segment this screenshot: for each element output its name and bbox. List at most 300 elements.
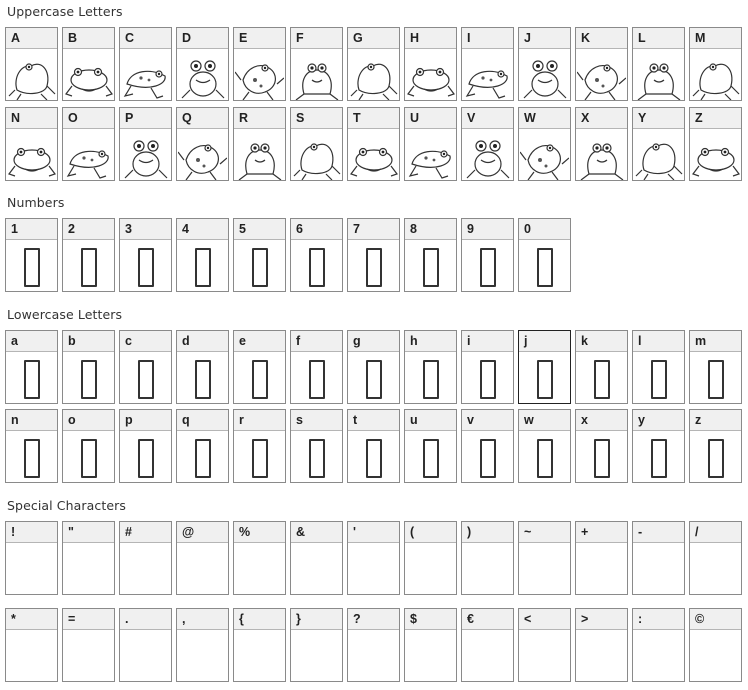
glyph-cell[interactable] (119, 409, 172, 483)
glyph-preview (291, 431, 342, 482)
glyph-preview (633, 129, 684, 180)
glyph-preview (405, 240, 456, 291)
frog-icon (178, 130, 227, 180)
glyph-cell-label: 5 (234, 219, 285, 240)
glyph-preview (405, 543, 456, 594)
glyph-cell[interactable] (5, 409, 58, 483)
glyph-cell[interactable] (461, 409, 514, 483)
glyph-preview (291, 543, 342, 594)
glyph-preview (462, 352, 513, 403)
glyph-preview (690, 543, 741, 594)
glyph-cell[interactable] (176, 521, 229, 595)
glyph-cell-label: R (234, 108, 285, 129)
glyph-preview (519, 630, 570, 681)
missing-glyph-icon (594, 439, 610, 478)
missing-glyph-icon (594, 360, 610, 399)
section-title-lower: Lowercase Letters (7, 307, 123, 322)
glyph-cell[interactable] (461, 107, 514, 181)
glyph-cell-label: = (63, 609, 114, 630)
glyph-cell[interactable] (233, 107, 286, 181)
glyph-preview (405, 352, 456, 403)
glyph-cell-label: ' (348, 522, 399, 543)
glyph-cell-label: P (120, 108, 171, 129)
glyph-preview (405, 431, 456, 482)
glyph-cell-label: c (120, 331, 171, 352)
missing-glyph-icon (24, 439, 40, 478)
glyph-preview (120, 543, 171, 594)
glyph-cell-label: v (462, 410, 513, 431)
glyph-preview (690, 49, 741, 100)
glyph-cell-label: N (6, 108, 57, 129)
glyph-cell-label: " (63, 522, 114, 543)
glyph-cell[interactable] (176, 330, 229, 404)
frog-icon (121, 50, 170, 100)
frog-icon (634, 50, 683, 100)
glyph-cell[interactable] (518, 608, 571, 682)
frog-icon (121, 130, 170, 180)
glyph-cell[interactable] (62, 27, 115, 101)
glyph-preview (63, 431, 114, 482)
glyph-preview (6, 630, 57, 681)
missing-glyph-icon (480, 439, 496, 478)
glyph-preview (291, 630, 342, 681)
glyph-cell[interactable] (5, 107, 58, 181)
missing-glyph-icon (81, 439, 97, 478)
glyph-cell[interactable] (575, 107, 628, 181)
glyph-cell-label: e (234, 331, 285, 352)
glyph-cell-label: X (576, 108, 627, 129)
glyph-cell[interactable] (404, 218, 457, 292)
frog-icon (463, 50, 512, 100)
glyph-preview (690, 630, 741, 681)
glyph-cell-label: 6 (291, 219, 342, 240)
glyph-preview (633, 49, 684, 100)
glyph-cell-label: G (348, 28, 399, 49)
glyph-preview (234, 49, 285, 100)
missing-glyph-icon (81, 360, 97, 399)
glyph-cell[interactable] (233, 409, 286, 483)
glyph-cell-label: Z (690, 108, 741, 129)
section-title-numbers: Numbers (7, 195, 65, 210)
glyph-cell[interactable] (575, 608, 628, 682)
glyph-preview (177, 431, 228, 482)
missing-glyph-icon (423, 439, 439, 478)
glyph-cell-label: C (120, 28, 171, 49)
glyph-cell-label: m (690, 331, 741, 352)
glyph-cell-label: n (6, 410, 57, 431)
glyph-cell-label: 7 (348, 219, 399, 240)
glyph-cell[interactable] (5, 218, 58, 292)
frog-icon (691, 130, 740, 180)
glyph-preview (234, 543, 285, 594)
glyph-cell[interactable] (119, 521, 172, 595)
glyph-cell-label: < (519, 609, 570, 630)
glyph-preview (519, 352, 570, 403)
glyph-cell[interactable] (62, 330, 115, 404)
glyph-cell[interactable] (632, 107, 685, 181)
glyph-cell[interactable] (461, 218, 514, 292)
glyph-cell-label: J (519, 28, 570, 49)
glyph-preview (690, 352, 741, 403)
glyph-cell-label: / (690, 522, 741, 543)
glyph-cell[interactable] (233, 330, 286, 404)
glyph-cell-label: Y (633, 108, 684, 129)
glyph-cell[interactable] (347, 27, 400, 101)
glyph-cell[interactable] (347, 521, 400, 595)
frog-icon (235, 50, 284, 100)
missing-glyph-icon (366, 360, 382, 399)
glyph-preview (519, 543, 570, 594)
glyph-cell-label: r (234, 410, 285, 431)
glyph-cell[interactable] (62, 521, 115, 595)
glyph-cell-label: } (291, 609, 342, 630)
glyph-cell-label: ) (462, 522, 513, 543)
frog-icon (691, 50, 740, 100)
glyph-preview (348, 240, 399, 291)
glyph-cell[interactable] (575, 409, 628, 483)
glyph-preview (120, 630, 171, 681)
missing-glyph-icon (480, 248, 496, 287)
glyph-cell-label: 4 (177, 219, 228, 240)
frog-icon (577, 130, 626, 180)
glyph-cell-label: ! (6, 522, 57, 543)
frog-icon (235, 130, 284, 180)
glyph-cell[interactable] (689, 107, 742, 181)
glyph-cell-label: i (462, 331, 513, 352)
glyph-cell[interactable] (518, 409, 571, 483)
glyph-cell[interactable] (347, 330, 400, 404)
glyph-cell[interactable] (347, 107, 400, 181)
glyph-cell-label: s (291, 410, 342, 431)
missing-glyph-icon (309, 360, 325, 399)
glyph-preview (576, 352, 627, 403)
glyph-cell[interactable] (119, 608, 172, 682)
glyph-preview (63, 240, 114, 291)
glyph-preview (348, 49, 399, 100)
missing-glyph-icon (366, 248, 382, 287)
glyph-cell-label: 2 (63, 219, 114, 240)
glyph-cell[interactable] (176, 27, 229, 101)
missing-glyph-icon (537, 360, 553, 399)
glyph-cell[interactable] (5, 608, 58, 682)
section-title-upper: Uppercase Letters (7, 4, 123, 19)
missing-glyph-icon (651, 439, 667, 478)
frog-icon (406, 50, 455, 100)
frog-icon (349, 130, 398, 180)
glyph-cell[interactable] (347, 608, 400, 682)
glyph-cell[interactable] (290, 218, 343, 292)
glyph-preview (462, 240, 513, 291)
frog-icon (577, 50, 626, 100)
glyph-cell-label: ( (405, 522, 456, 543)
glyph-cell[interactable] (461, 521, 514, 595)
glyph-cell[interactable] (575, 521, 628, 595)
glyph-preview (519, 431, 570, 482)
missing-glyph-icon (81, 248, 97, 287)
glyph-cell[interactable] (689, 330, 742, 404)
glyph-cell[interactable] (176, 218, 229, 292)
glyph-cell-label: z (690, 410, 741, 431)
glyph-cell-label: l (633, 331, 684, 352)
glyph-cell-label: 8 (405, 219, 456, 240)
missing-glyph-icon (480, 360, 496, 399)
glyph-cell[interactable] (62, 608, 115, 682)
missing-glyph-icon (708, 439, 724, 478)
glyph-preview (6, 240, 57, 291)
frog-icon (520, 130, 569, 180)
glyph-cell[interactable] (518, 107, 571, 181)
glyph-cell[interactable] (119, 27, 172, 101)
frog-icon (64, 50, 113, 100)
glyph-cell-label: K (576, 28, 627, 49)
glyph-cell[interactable] (518, 27, 571, 101)
glyph-preview (576, 543, 627, 594)
glyph-preview (348, 129, 399, 180)
glyph-cell[interactable] (290, 608, 343, 682)
missing-glyph-icon (195, 248, 211, 287)
glyph-preview (291, 352, 342, 403)
glyph-cell[interactable] (5, 521, 58, 595)
glyph-preview (519, 240, 570, 291)
glyph-cell[interactable] (689, 27, 742, 101)
glyph-cell-label: 1 (6, 219, 57, 240)
glyph-cell-label: L (633, 28, 684, 49)
glyph-cell[interactable] (176, 107, 229, 181)
glyph-preview (120, 431, 171, 482)
glyph-preview (690, 431, 741, 482)
glyph-preview (405, 49, 456, 100)
glyph-preview (462, 630, 513, 681)
glyph-cell[interactable] (518, 218, 571, 292)
glyph-cell-label: p (120, 410, 171, 431)
missing-glyph-icon (366, 439, 382, 478)
frog-icon (292, 130, 341, 180)
missing-glyph-icon (195, 360, 211, 399)
missing-glyph-icon (423, 360, 439, 399)
glyph-preview (234, 431, 285, 482)
frog-icon (178, 50, 227, 100)
glyph-cell-label: y (633, 410, 684, 431)
glyph-cell-label: x (576, 410, 627, 431)
glyph-preview (633, 630, 684, 681)
glyph-preview (462, 543, 513, 594)
missing-glyph-icon (252, 248, 268, 287)
glyph-cell-label: d (177, 331, 228, 352)
frog-icon (64, 130, 113, 180)
glyph-cell[interactable] (5, 330, 58, 404)
glyph-cell-label: © (690, 609, 741, 630)
glyph-cell[interactable] (404, 608, 457, 682)
glyph-cell[interactable] (518, 330, 571, 404)
glyph-cell-label: B (63, 28, 114, 49)
glyph-preview (462, 49, 513, 100)
glyph-preview (234, 630, 285, 681)
missing-glyph-icon (252, 439, 268, 478)
glyph-cell-label: { (234, 609, 285, 630)
glyph-cell[interactable] (290, 27, 343, 101)
glyph-preview (291, 240, 342, 291)
missing-glyph-icon (309, 439, 325, 478)
glyph-preview (63, 49, 114, 100)
glyph-cell[interactable] (632, 409, 685, 483)
glyph-preview (348, 352, 399, 403)
glyph-preview (120, 49, 171, 100)
glyph-cell-label: k (576, 331, 627, 352)
glyph-cell[interactable] (119, 107, 172, 181)
glyph-preview (120, 129, 171, 180)
glyph-cell[interactable] (689, 409, 742, 483)
glyph-cell-label: : (633, 609, 684, 630)
glyph-preview (291, 129, 342, 180)
glyph-preview (177, 49, 228, 100)
glyph-cell-label: q (177, 410, 228, 431)
glyph-cell[interactable] (404, 409, 457, 483)
glyph-cell[interactable] (119, 330, 172, 404)
glyph-cell[interactable] (233, 218, 286, 292)
glyph-preview (6, 431, 57, 482)
glyph-cell[interactable] (404, 330, 457, 404)
glyph-cell-label: V (462, 108, 513, 129)
glyph-cell-label: M (690, 28, 741, 49)
glyph-cell[interactable] (404, 107, 457, 181)
glyph-preview (6, 129, 57, 180)
glyph-preview (120, 240, 171, 291)
glyph-preview (576, 49, 627, 100)
glyph-preview (234, 352, 285, 403)
glyph-preview (63, 630, 114, 681)
glyph-cell-label: € (462, 609, 513, 630)
glyph-preview (177, 352, 228, 403)
glyph-cell[interactable] (176, 409, 229, 483)
glyph-cell-label: % (234, 522, 285, 543)
glyph-cell-label: w (519, 410, 570, 431)
glyph-preview (177, 240, 228, 291)
missing-glyph-icon (651, 360, 667, 399)
missing-glyph-icon (195, 439, 211, 478)
glyph-cell-label: E (234, 28, 285, 49)
glyph-cell[interactable] (632, 27, 685, 101)
frog-icon (406, 130, 455, 180)
glyph-cell[interactable] (62, 409, 115, 483)
glyph-cell[interactable] (290, 409, 343, 483)
glyph-cell[interactable] (575, 330, 628, 404)
glyph-cell[interactable] (176, 608, 229, 682)
glyph-cell[interactable] (347, 409, 400, 483)
glyph-cell[interactable] (404, 521, 457, 595)
glyph-preview (405, 129, 456, 180)
glyph-preview (291, 49, 342, 100)
glyph-cell-label: F (291, 28, 342, 49)
glyph-cell[interactable] (632, 521, 685, 595)
glyph-cell-label: H (405, 28, 456, 49)
glyph-cell-label: - (633, 522, 684, 543)
missing-glyph-icon (708, 360, 724, 399)
glyph-preview (348, 543, 399, 594)
glyph-preview (576, 431, 627, 482)
glyph-cell-label: . (120, 609, 171, 630)
glyph-cell-label: a (6, 331, 57, 352)
glyph-cell[interactable] (632, 330, 685, 404)
glyph-preview (63, 129, 114, 180)
glyph-cell-label: > (576, 609, 627, 630)
glyph-preview (462, 431, 513, 482)
glyph-preview (633, 543, 684, 594)
glyph-preview (690, 129, 741, 180)
glyph-preview (6, 543, 57, 594)
glyph-cell-label: O (63, 108, 114, 129)
frog-icon (349, 50, 398, 100)
glyph-preview (120, 352, 171, 403)
glyph-cell[interactable] (347, 218, 400, 292)
glyph-preview (6, 49, 57, 100)
glyph-cell-label: , (177, 609, 228, 630)
glyph-cell[interactable] (119, 218, 172, 292)
glyph-cell-label: # (120, 522, 171, 543)
glyph-cell[interactable] (5, 27, 58, 101)
glyph-cell[interactable] (404, 27, 457, 101)
glyph-preview (348, 431, 399, 482)
glyph-cell[interactable] (290, 107, 343, 181)
missing-glyph-icon (138, 360, 154, 399)
glyph-cell[interactable] (632, 608, 685, 682)
missing-glyph-icon (24, 360, 40, 399)
glyph-cell[interactable] (461, 608, 514, 682)
glyph-cell[interactable] (233, 27, 286, 101)
missing-glyph-icon (24, 248, 40, 287)
frog-icon (292, 50, 341, 100)
glyph-cell[interactable] (290, 521, 343, 595)
glyph-cell[interactable] (461, 330, 514, 404)
glyph-cell-label: @ (177, 522, 228, 543)
glyph-cell-label: h (405, 331, 456, 352)
glyph-cell-label: D (177, 28, 228, 49)
glyph-cell[interactable] (233, 608, 286, 682)
glyph-preview (405, 630, 456, 681)
glyph-preview (177, 129, 228, 180)
glyph-cell-label: W (519, 108, 570, 129)
glyph-cell[interactable] (689, 521, 742, 595)
glyph-cell[interactable] (62, 107, 115, 181)
glyph-cell[interactable] (62, 218, 115, 292)
missing-glyph-icon (252, 360, 268, 399)
glyph-cell[interactable] (290, 330, 343, 404)
glyph-preview (234, 129, 285, 180)
glyph-cell[interactable] (233, 521, 286, 595)
glyph-cell[interactable] (461, 27, 514, 101)
glyph-cell-label: t (348, 410, 399, 431)
glyph-cell[interactable] (575, 27, 628, 101)
glyph-cell-label: b (63, 331, 114, 352)
glyph-preview (63, 543, 114, 594)
glyph-preview (348, 630, 399, 681)
frog-icon (7, 50, 56, 100)
glyph-preview (576, 129, 627, 180)
missing-glyph-icon (423, 248, 439, 287)
frog-icon (520, 50, 569, 100)
glyph-cell-label: 0 (519, 219, 570, 240)
glyph-preview (6, 352, 57, 403)
glyph-cell-label: T (348, 108, 399, 129)
glyph-preview (63, 352, 114, 403)
glyph-cell-label: * (6, 609, 57, 630)
glyph-cell-label: ? (348, 609, 399, 630)
glyph-cell-label: S (291, 108, 342, 129)
glyph-preview (519, 49, 570, 100)
glyph-cell-label: 3 (120, 219, 171, 240)
glyph-cell[interactable] (518, 521, 571, 595)
frog-icon (463, 130, 512, 180)
glyph-cell[interactable] (689, 608, 742, 682)
